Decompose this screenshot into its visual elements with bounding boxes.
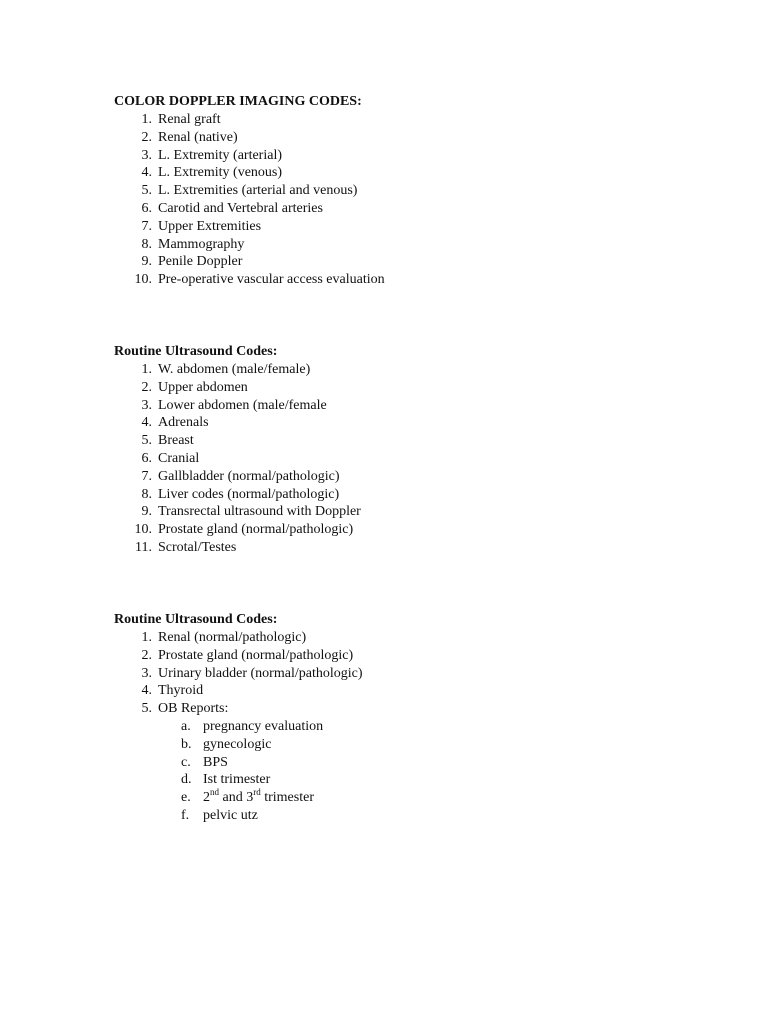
- superscript-nd: nd: [210, 786, 219, 797]
- list-item: [114, 450, 714, 468]
- sub-item-text: gynecologic: [203, 736, 272, 752]
- item-number: 8.: [141, 236, 152, 252]
- item-number: 8.: [141, 486, 152, 502]
- trimester-number-2: 2: [203, 790, 210, 806]
- item-text: Scrotal/Testes: [158, 539, 237, 555]
- color-doppler-list: [114, 111, 714, 289]
- item-text: Renal graft: [158, 112, 221, 127]
- sub-item-letter: a.: [181, 718, 191, 734]
- item-number: 3.: [141, 665, 152, 681]
- superscript-rd: rd: [253, 786, 261, 797]
- routine-ultrasound-section-1: [114, 343, 714, 557]
- sub-item-letter: b.: [181, 736, 192, 752]
- item-text: Liver codes (normal/pathologic): [158, 486, 340, 502]
- list-item: [114, 486, 714, 504]
- list-item: [114, 361, 714, 379]
- item-number: 1.: [141, 630, 152, 645]
- list-item: [114, 182, 714, 200]
- item-number: 2.: [141, 379, 152, 395]
- list-item: [114, 503, 714, 521]
- list-item: [114, 682, 714, 700]
- sublist-item: [114, 718, 714, 736]
- list-item: [114, 379, 714, 397]
- color-doppler-section: [114, 93, 714, 289]
- item-text: Cranial: [158, 450, 200, 466]
- routine-ultrasound-list-1: [114, 361, 714, 557]
- item-text: Upper abdomen: [158, 379, 248, 395]
- item-number: 6.: [141, 200, 152, 216]
- list-item: [114, 397, 714, 415]
- item-number: 5.: [141, 183, 152, 199]
- item-number: 5.: [141, 433, 152, 449]
- list-item: [114, 218, 714, 236]
- sublist-item: [114, 807, 714, 825]
- ob-reports-sublist: [114, 718, 714, 825]
- item-number: 7.: [141, 218, 152, 234]
- item-text: Thyroid: [158, 683, 204, 699]
- sub-item-letter: e.: [181, 790, 191, 806]
- item-number: 5.: [141, 701, 152, 717]
- list-item: [114, 432, 714, 450]
- list-item: [114, 700, 714, 718]
- list-item: [114, 129, 714, 147]
- item-text: OB Reports:: [158, 701, 229, 717]
- item-text: Mammography: [158, 236, 245, 252]
- item-number: 3.: [141, 147, 152, 163]
- item-text: Upper Extremities: [158, 218, 262, 234]
- list-item: [114, 539, 714, 557]
- section-heading: COLOR DOPPLER IMAGING CODES:: [114, 94, 362, 109]
- item-number: 2.: [141, 647, 152, 663]
- item-number: 7.: [141, 468, 152, 484]
- item-number: 3.: [141, 397, 152, 413]
- item-number: 6.: [141, 450, 152, 466]
- list-item: [114, 147, 714, 165]
- item-text: Penile Doppler: [158, 254, 243, 270]
- sub-item-text: Ist trimester: [203, 772, 271, 788]
- sub-item-text: BPS: [203, 754, 228, 770]
- item-text: Adrenals: [158, 415, 209, 431]
- section-heading: Routine Ultrasound Codes:: [114, 344, 278, 359]
- routine-ultrasound-list-2: [114, 629, 714, 718]
- list-item: [114, 647, 714, 665]
- item-number: 1.: [141, 112, 152, 127]
- list-item: [114, 236, 714, 254]
- item-number: 9.: [141, 254, 152, 270]
- list-item: [114, 629, 714, 647]
- sub-item-letter: f.: [181, 807, 190, 823]
- item-number: 4.: [141, 415, 152, 431]
- trimester-word: trimester: [260, 790, 314, 806]
- section-heading: Routine Ultrasound Codes:: [114, 612, 278, 627]
- item-text: Carotid and Vertebral arteries: [158, 200, 323, 216]
- item-text: Prostate gland (normal/pathologic): [158, 522, 354, 538]
- item-text: L. Extremities (arterial and venous): [158, 183, 358, 199]
- item-number: 1.: [141, 362, 152, 377]
- item-text: Prostate gland (normal/pathologic): [158, 647, 354, 663]
- sub-item-text: [203, 786, 314, 807]
- item-text: Renal (normal/pathologic): [158, 630, 307, 645]
- sublist-item: [114, 771, 714, 789]
- list-item: [114, 111, 714, 129]
- item-text: L. Extremity (venous): [158, 165, 283, 181]
- sublist-item: [114, 736, 714, 754]
- list-item: [114, 414, 714, 432]
- list-item: [114, 521, 714, 539]
- list-item: [114, 200, 714, 218]
- item-text: Breast: [158, 433, 194, 449]
- list-item: [114, 164, 714, 182]
- sub-item-text: pregnancy evaluation: [203, 718, 324, 734]
- sublist-item: [114, 786, 714, 807]
- item-text: Gallbladder (normal/pathologic): [158, 468, 340, 484]
- item-text: Renal (native): [158, 129, 238, 145]
- item-text: Transrectal ultrasound with Doppler: [158, 504, 361, 520]
- item-number: 9.: [141, 504, 152, 520]
- trimester-connector: and 3: [219, 790, 254, 806]
- list-item: [114, 665, 714, 683]
- list-item: [114, 468, 714, 486]
- list-item: [114, 253, 714, 271]
- item-number: 4.: [141, 683, 152, 699]
- sub-item-letter: c.: [181, 754, 191, 770]
- sub-item-letter: d.: [181, 772, 192, 788]
- item-number: 4.: [141, 165, 152, 181]
- routine-ultrasound-section-2: [114, 611, 714, 825]
- item-text: Urinary bladder (normal/pathologic): [158, 665, 363, 681]
- item-text: Pre-operative vascular access evaluation: [158, 272, 385, 288]
- list-item: [114, 271, 714, 289]
- item-text: Lower abdomen (male/female: [158, 397, 327, 413]
- item-text: W. abdomen (male/female): [158, 362, 311, 377]
- item-text: L. Extremity (arterial): [158, 147, 282, 163]
- item-number: 10.: [134, 272, 152, 288]
- sublist-item: [114, 754, 714, 772]
- sub-item-text: pelvic utz: [203, 807, 258, 823]
- item-number: 11.: [135, 539, 152, 555]
- item-number: 10.: [134, 522, 152, 538]
- item-number: 2.: [141, 129, 152, 145]
